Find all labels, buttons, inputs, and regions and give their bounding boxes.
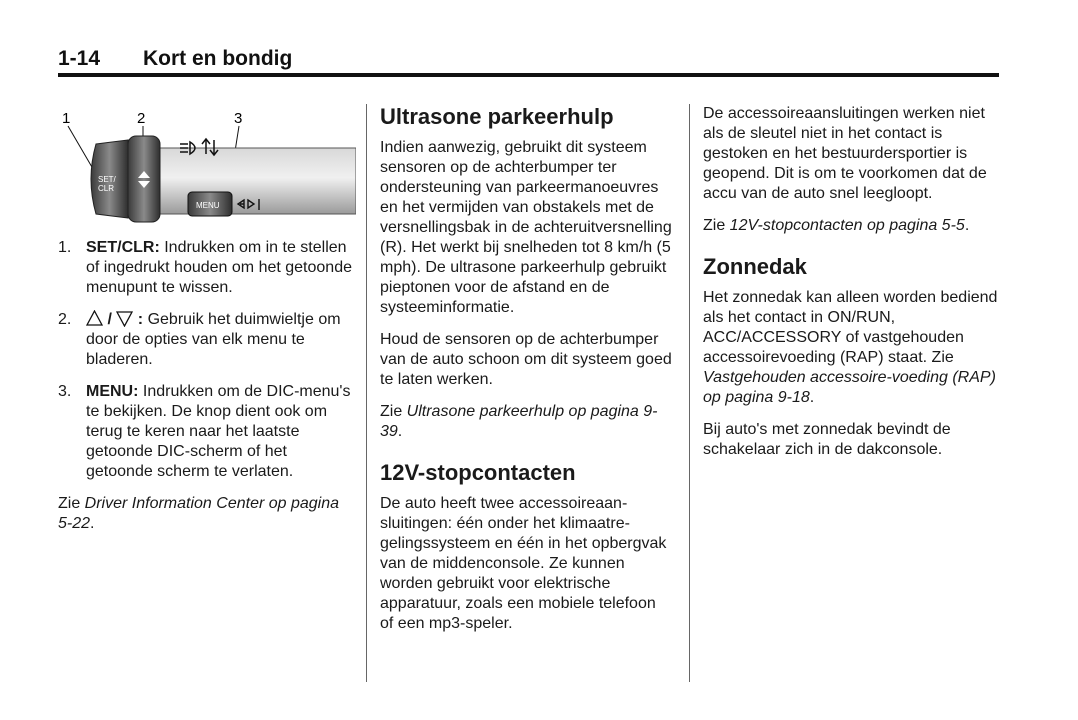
item-term: SET/CLR: — [86, 239, 160, 256]
menu-button-label: MENU — [196, 201, 220, 210]
item-number: 1. — [58, 239, 72, 256]
column-1 — [58, 104, 356, 546]
column-3 — [703, 104, 999, 472]
list-item — [58, 382, 356, 482]
column-2 — [380, 104, 672, 646]
page-number: 1-14 — [58, 47, 101, 70]
paragraph: Houd de sensoren op de achterbumper van de auto schoon om dit systeem goed te laten werken. — [380, 331, 672, 388]
page-title: Kort en bondig — [143, 47, 293, 70]
paragraph — [703, 288, 999, 408]
section-heading: Ultrasone parkeerhulp — [380, 104, 614, 129]
item-text: Gebruik het duimwieltje om door de opties van elk menu te bladeren. — [86, 311, 341, 368]
turn-signal-lever-diagram — [58, 104, 356, 226]
column-divider — [689, 104, 690, 682]
ref-link[interactable]: Ultrasone parkeerhulp op pagina 9-39 — [380, 403, 658, 440]
control-list — [58, 238, 356, 482]
ref-prefix: Zie — [703, 217, 730, 234]
column-divider — [366, 104, 367, 682]
page-header — [58, 46, 999, 76]
section-heading: 12V-stopcontacten — [380, 460, 576, 485]
cross-reference — [58, 494, 356, 534]
callout-1: 1 — [62, 110, 71, 127]
cross-reference — [380, 402, 672, 442]
header-rule — [58, 73, 999, 77]
ref-link[interactable]: Vastgehouden accessoire-voeding (RAP) op pagina 9-18 — [703, 369, 996, 406]
paragraph: De accessoireaansluitingen werken niet als de sleutel niet in het contact is gestoken en het bestuurdersportier is geopend. Dit is om te voorkomen dat de accu van de auto snel leegloopt. — [703, 105, 987, 202]
list-item — [58, 310, 356, 370]
ref-link[interactable]: 12V-stopcontacten op pagina 5-5 — [729, 217, 965, 234]
paragraph: De auto heeft twee accessoireaansluitingen: één onder het klimaatregelingssysteem en één in het opbergvak van de middenconsole. Ze kunnen worden gebruikt voor elektrische apparatuur, zoals een mobiele telefoon of een mp3-speler. — [380, 495, 667, 632]
ref-link[interactable]: Driver Information Center op pagina 5-22 — [58, 495, 340, 532]
item-number: 3. — [58, 383, 72, 400]
paragraph-text: Het zonnedak kan alleen worden bediend als het contact in ON/RUN, ACC/ACCESSORY of vastgehouden accessoirevoeding (RAP) staat. Zie — [703, 289, 998, 366]
triangle-up-icon — [86, 310, 103, 327]
item-term: MENU: — [86, 383, 139, 400]
ref-suffix: . — [809, 389, 815, 406]
ref-prefix: Zie — [380, 403, 407, 420]
thumbwheel — [128, 136, 160, 222]
cross-reference — [703, 216, 999, 236]
ref-prefix: Zie — [58, 495, 85, 512]
callout-2: 2 — [137, 110, 146, 127]
ref-suffix: . — [964, 217, 970, 234]
paragraph: Indien aanwezig, gebruikt dit systeem sensoren op de achterbumper ter ondersteuning van parkeermanoeuvres en het vermijden van obstakels met de versnellingsbak in de achteruitversnelling (R). Het werkt bij snelheden tot 8 km/h (5 mph). De ultrasone parkeerhulp gebruikt pieptonen voor de afstand en de systeeminformatie. — [380, 139, 672, 316]
item-term: : — [133, 311, 144, 328]
list-item — [58, 238, 356, 298]
ref-suffix: . — [90, 515, 95, 532]
set-clr-label-2: CLR — [98, 184, 115, 193]
ref-suffix: . — [397, 423, 403, 440]
callout-3: 3 — [234, 110, 243, 127]
set-clr-label-1: SET/ — [98, 175, 116, 184]
paragraph: Bij auto's met zonnedak bevindt de schakelaar zich in de dakconsole. — [703, 421, 951, 458]
section-heading: Zonnedak — [703, 254, 807, 279]
item-text: Indrukken om de DIC-menu's te bekijken. De knop dient ook om terug te keren naar het laatste getoonde DIC-scherm of het getoonde scherm te verlaten. — [86, 383, 351, 480]
item-number: 2. — [58, 311, 72, 328]
triangle-down-icon — [116, 310, 133, 327]
item-separator: / — [103, 311, 117, 328]
item-text: Indrukken om in te stellen of ingedrukt houden om het getoonde menupunt te wissen. — [86, 239, 352, 296]
